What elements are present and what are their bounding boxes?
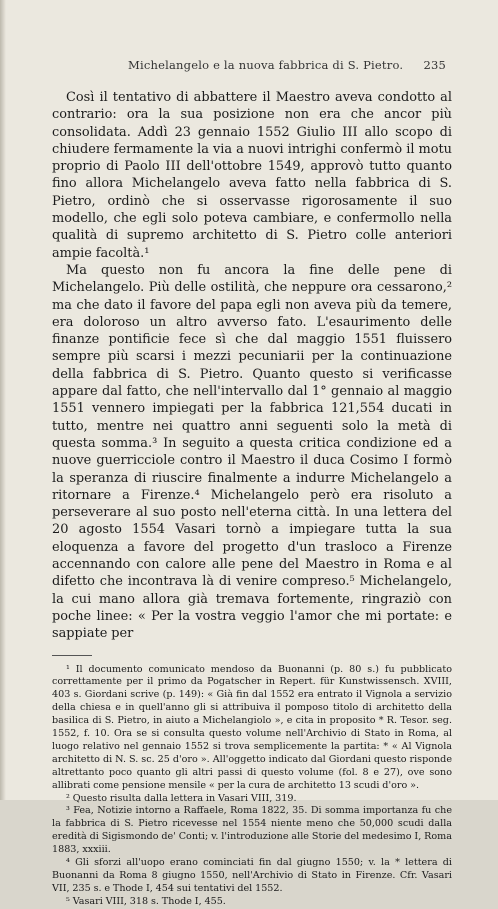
main-text <box>52 89 452 643</box>
paragraph: Così il tentativo di abbattere il Maestro aveva condotto al contrario: ora la sua posizione non era che ancor più consolidata. Addì 23 gennaio 1552 Giulio III allo scopo di chiudere fermamente la via a nuovi intrighi confermò il motu proprio di Paolo III dell'ottobre 1549, approvò tutto quanto fino allora Michelangelo aveva fatto nella fabbrica di S. Pietro, ordinò che si osservasse rigorosamente il suo modello, che egli solo poteva cambiare, e confermollo nella qualità di supremo architetto di S. Pietro colle anteriori ampie facoltà.¹ <box>52 90 452 261</box>
footnote-separator <box>52 655 92 656</box>
footnotes <box>52 664 452 909</box>
paragraph: Ma questo non fu ancora la fine delle pene di Michelangelo. Più delle ostilità, che neppure ora cessarono,² ma che dato il favore del papa egli non aveva più da temere, era doloroso un altro avverso fato. L'esaurimento delle finanze pontificie fece sì che dal maggio 1551 fluissero sempre più scarsi i mezzi pecuniarii per la continuazione della fabbrica di S. Pietro. Quanto questo si verificasse appare dal fatto, che nell'intervallo dal 1° gennaio al maggio 1551 vennero impiegati per la fabbrica 121,554 ducati in tutto, mentre nei quattro anni seguenti solo la metà di questa somma.³ In seguito a questa critica condizione ed a nuove guerricciole contro il Maestro il duca Cosimo I formò la speranza di riuscire finalmente a indurre Michelangelo a ritornare a Firenze.⁴ Michelangelo però era risoluto a perseverare al suo posto nell'eterna città. In una lettera del 20 agosto 1554 Vasari tornò a impiegare tutta la sua eloquenza a favore del progetto d'un trasloco a Firenze accennando con calore alle pene del Maestro in Roma e al difetto che incontrava là di venire compreso.⁵ Michelangelo, la cui mano allora già tremava fortemente, ringraziò con poche linee: « Per la vostra veggio l'amor che mi portate: e sappiate per <box>52 262 452 642</box>
footnote: ³ Fea, Notizie intorno a Raffaele, Roma 1822, 35. Di somma importanza fu che la fabbrica di S. Pietro ricevesse nel 1554 niente meno che 50,000 scudi dalla eredità di Sigismondo de' Conti; v. l'introduzione alle Storie del medesimo I, Roma 1883, xxxiii. <box>52 805 452 856</box>
footnote: ⁵ Vasari VIII, 318 s. Thode I, 455. <box>66 895 226 907</box>
footnote: ¹ Il documento comunicato mendoso da Buonanni (p. 80 s.) fu pubblicato correttamente per il primo da Pogatscher in Repert. für Kunstwissensch. XVIII, 403 s. Giordani scrive (p. 149): « Già fin dal 1552 era entrato il Vignola a servizio della chiesa e in quell'anno gli si attribuiva il pomposo titolo di architetto della basilica di S. Pietro, in aiuto a Michelangiolo », e cita in proposito * R. Tesor. seg. 1552, f. 10. Ora se si consulta questo volume nell'Archivio di Stato in Roma, al luogo relativo nel gennaio 1552 si trova semplicemente la partita: * « Al Vignola architetto di N. S. sc. 25 d'oro ». All'oggetto indicato dal Giordani questo risponde altrettanto poco quanto gli altri passi di questo volume (fol. 8 e 27), ove sono allibrati come pensione mensile « per la cura de architetto 13 scudi d'oro ». <box>52 663 452 791</box>
footnote: ⁴ Gli sforzi all'uopo erano cominciati fin dal giugno 1550; v. la * lettera di Buonanni da Roma 8 giugno 1550, nell'Archivio di Stato in Firenze. Cfr. Vasari VII, 235 s. e Thode I, 454 sui tentativi del 1552. <box>52 857 452 894</box>
running-header <box>52 58 452 72</box>
page-number: 235 <box>423 58 446 72</box>
running-title: Michelangelo e la nuova fabbrica di S. Pietro. <box>128 58 404 72</box>
page-edge-shadow <box>0 0 6 800</box>
footnote: ² Questo risulta dalla lettera in Vasari VIII, 319. <box>66 792 297 804</box>
